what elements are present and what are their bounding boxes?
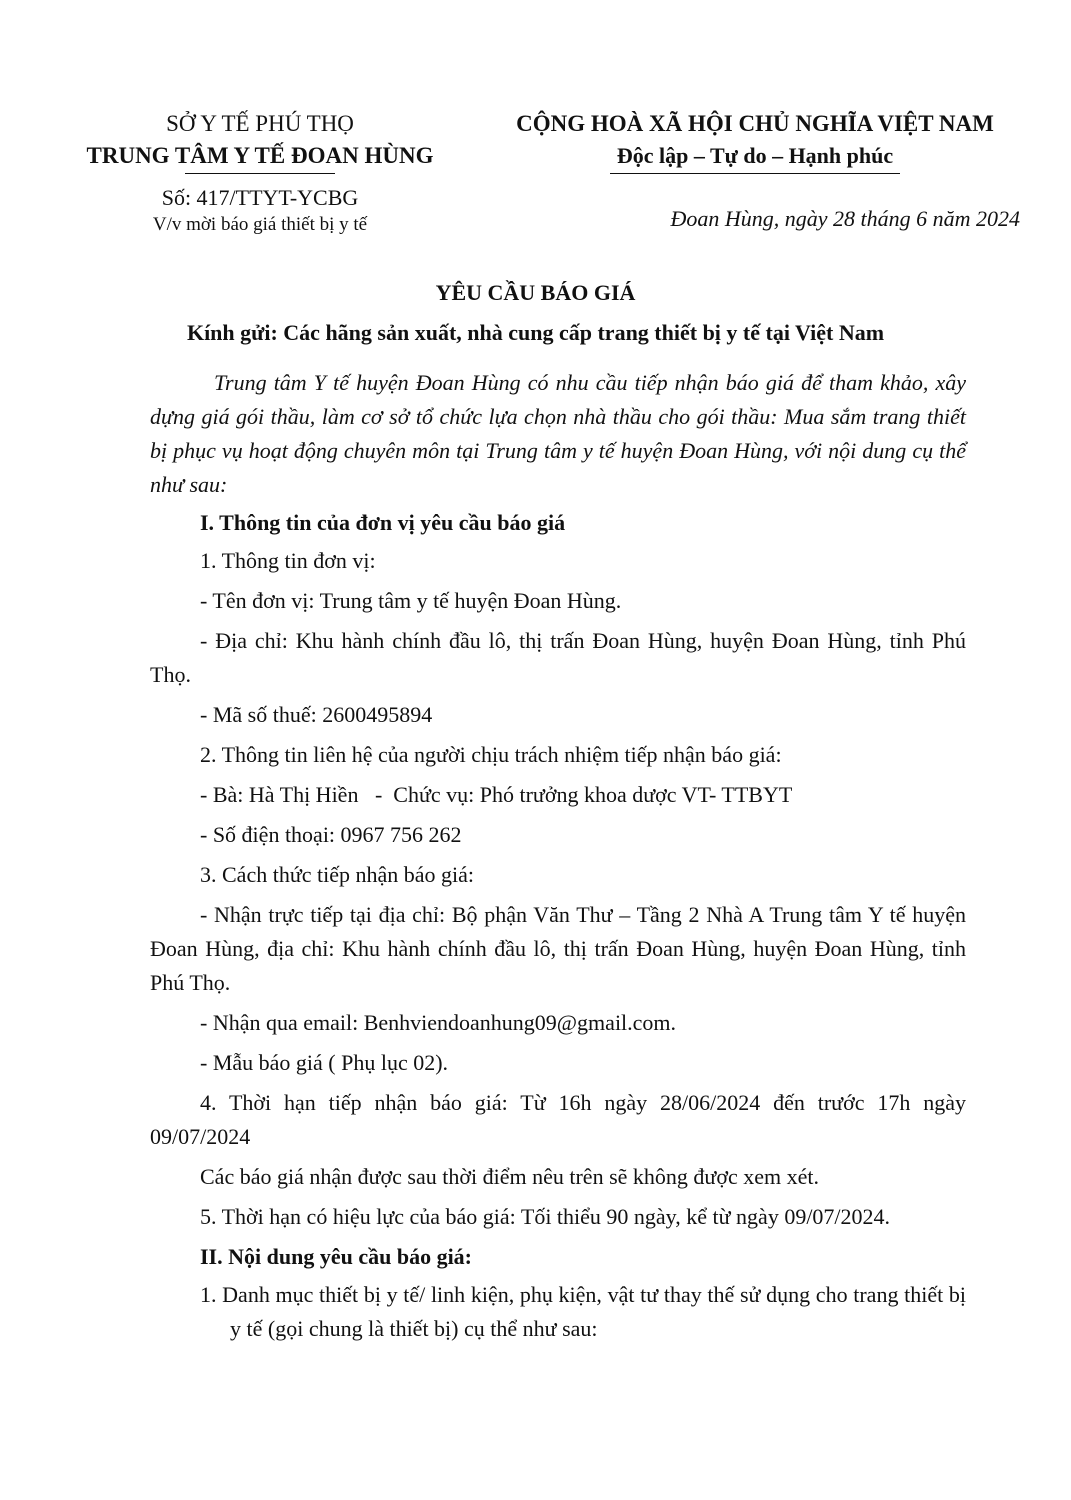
issuer-underline xyxy=(185,173,335,174)
section-2-heading: II. Nội dung yêu cầu báo giá: xyxy=(200,1244,473,1269)
paragraph: - Mã số thuế: 2600495894 xyxy=(200,702,433,727)
paragraph: - Tên đơn vị: Trung tâm y tế huyện Đoan Hùng. xyxy=(200,588,622,613)
parent-organization: SỞ Y TẾ PHÚ THỌ xyxy=(166,111,354,136)
paragraph: - Bà: Hà Thị Hiền - Chức vụ: Phó trưởng khoa dược VT- TTBYT xyxy=(200,782,793,807)
document-subject: V/v mời báo giá thiết bị y tế xyxy=(152,214,368,235)
paragraph: 5. Thời hạn có hiệu lực của báo giá: Tối thiểu 90 ngày, kể từ ngày 09/07/2024. xyxy=(200,1204,891,1229)
motto-underline xyxy=(610,173,900,174)
paragraph: 3. Cách thức tiếp nhận báo giá: xyxy=(200,862,475,887)
intro-paragraph: Trung tâm Y tế huyện Đoan Hùng có nhu cầu tiếp nhận báo giá để tham khảo, xây dựng giá gói thầu, làm cơ sở tổ chức lựa chọn nhà thầu cho gói thầu: Mua sắm trang thiết bị phục vụ hoạt động chuyên môn tại Trung tâm y tế huyện Đoan Hùng, với nội dung cụ thể như sau: xyxy=(150,370,966,497)
document-date: Đoan Hùng, ngày 28 tháng 6 năm 2024 xyxy=(670,206,1020,231)
list-item: 1. Danh mục thiết bị y tế/ linh kiện, phụ kiện, vật tư thay thế sử dụng cho trang thiết bị y tế (gọi chung là thiết bị) cụ thể như sau: xyxy=(200,1282,966,1341)
recipient-line: Kính gửi: Các hãng sản xuất, nhà cung cấp trang thiết bị y tế tại Việt Nam xyxy=(186,320,885,345)
paragraph: - Nhận trực tiếp tại địa chỉ: Bộ phận Văn Thư – Tầng 2 Nhà A Trung tâm Y tế huyện Đoan Hùng, địa chỉ: Khu hành chính đầu lô, thị trấn Đoan Hùng, huyện Đoan Hùng, tỉnh Phú Thọ. xyxy=(150,902,966,995)
document-body xyxy=(150,366,966,1346)
organization-name: TRUNG TÂM Y TẾ ĐOAN HÙNG xyxy=(86,143,434,168)
nation-name: CỘNG HOÀ XÃ HỘI CHỦ NGHĨA VIỆT NAM xyxy=(516,111,994,136)
paragraph: - Số điện thoại: 0967 756 262 xyxy=(200,822,462,847)
paragraph: - Mẫu báo giá ( Phụ lục 02). xyxy=(200,1050,449,1075)
document-number: Số: 417/TTYT-YCBG xyxy=(161,185,359,210)
document-title: YÊU CẦU BÁO GIÁ xyxy=(435,280,636,305)
paragraph: Các báo giá nhận được sau thời điểm nêu trên sẽ không được xem xét. xyxy=(200,1164,819,1189)
paragraph: - Địa chỉ: Khu hành chính đầu lô, thị trấn Đoan Hùng, huyện Đoan Hùng, tỉnh Phú Thọ. xyxy=(150,628,966,687)
section-1-heading: I. Thông tin của đơn vị yêu cầu báo giá xyxy=(200,510,566,535)
email-paragraph: - Nhận qua email: Benhviendoanhung09@gmail.com. xyxy=(200,1010,677,1035)
paragraph: 2. Thông tin liên hệ của người chịu trách nhiệm tiếp nhận báo giá: xyxy=(200,742,782,767)
paragraph: 4. Thời hạn tiếp nhận báo giá: Từ 16h ngày 28/06/2024 đến trước 17h ngày 09/07/2024 xyxy=(150,1090,966,1149)
paragraph: 1. Thông tin đơn vị: xyxy=(200,548,376,573)
issuer-block xyxy=(60,108,460,238)
national-header xyxy=(475,108,1035,174)
national-motto: Độc lập – Tự do – Hạnh phúc xyxy=(616,143,894,168)
